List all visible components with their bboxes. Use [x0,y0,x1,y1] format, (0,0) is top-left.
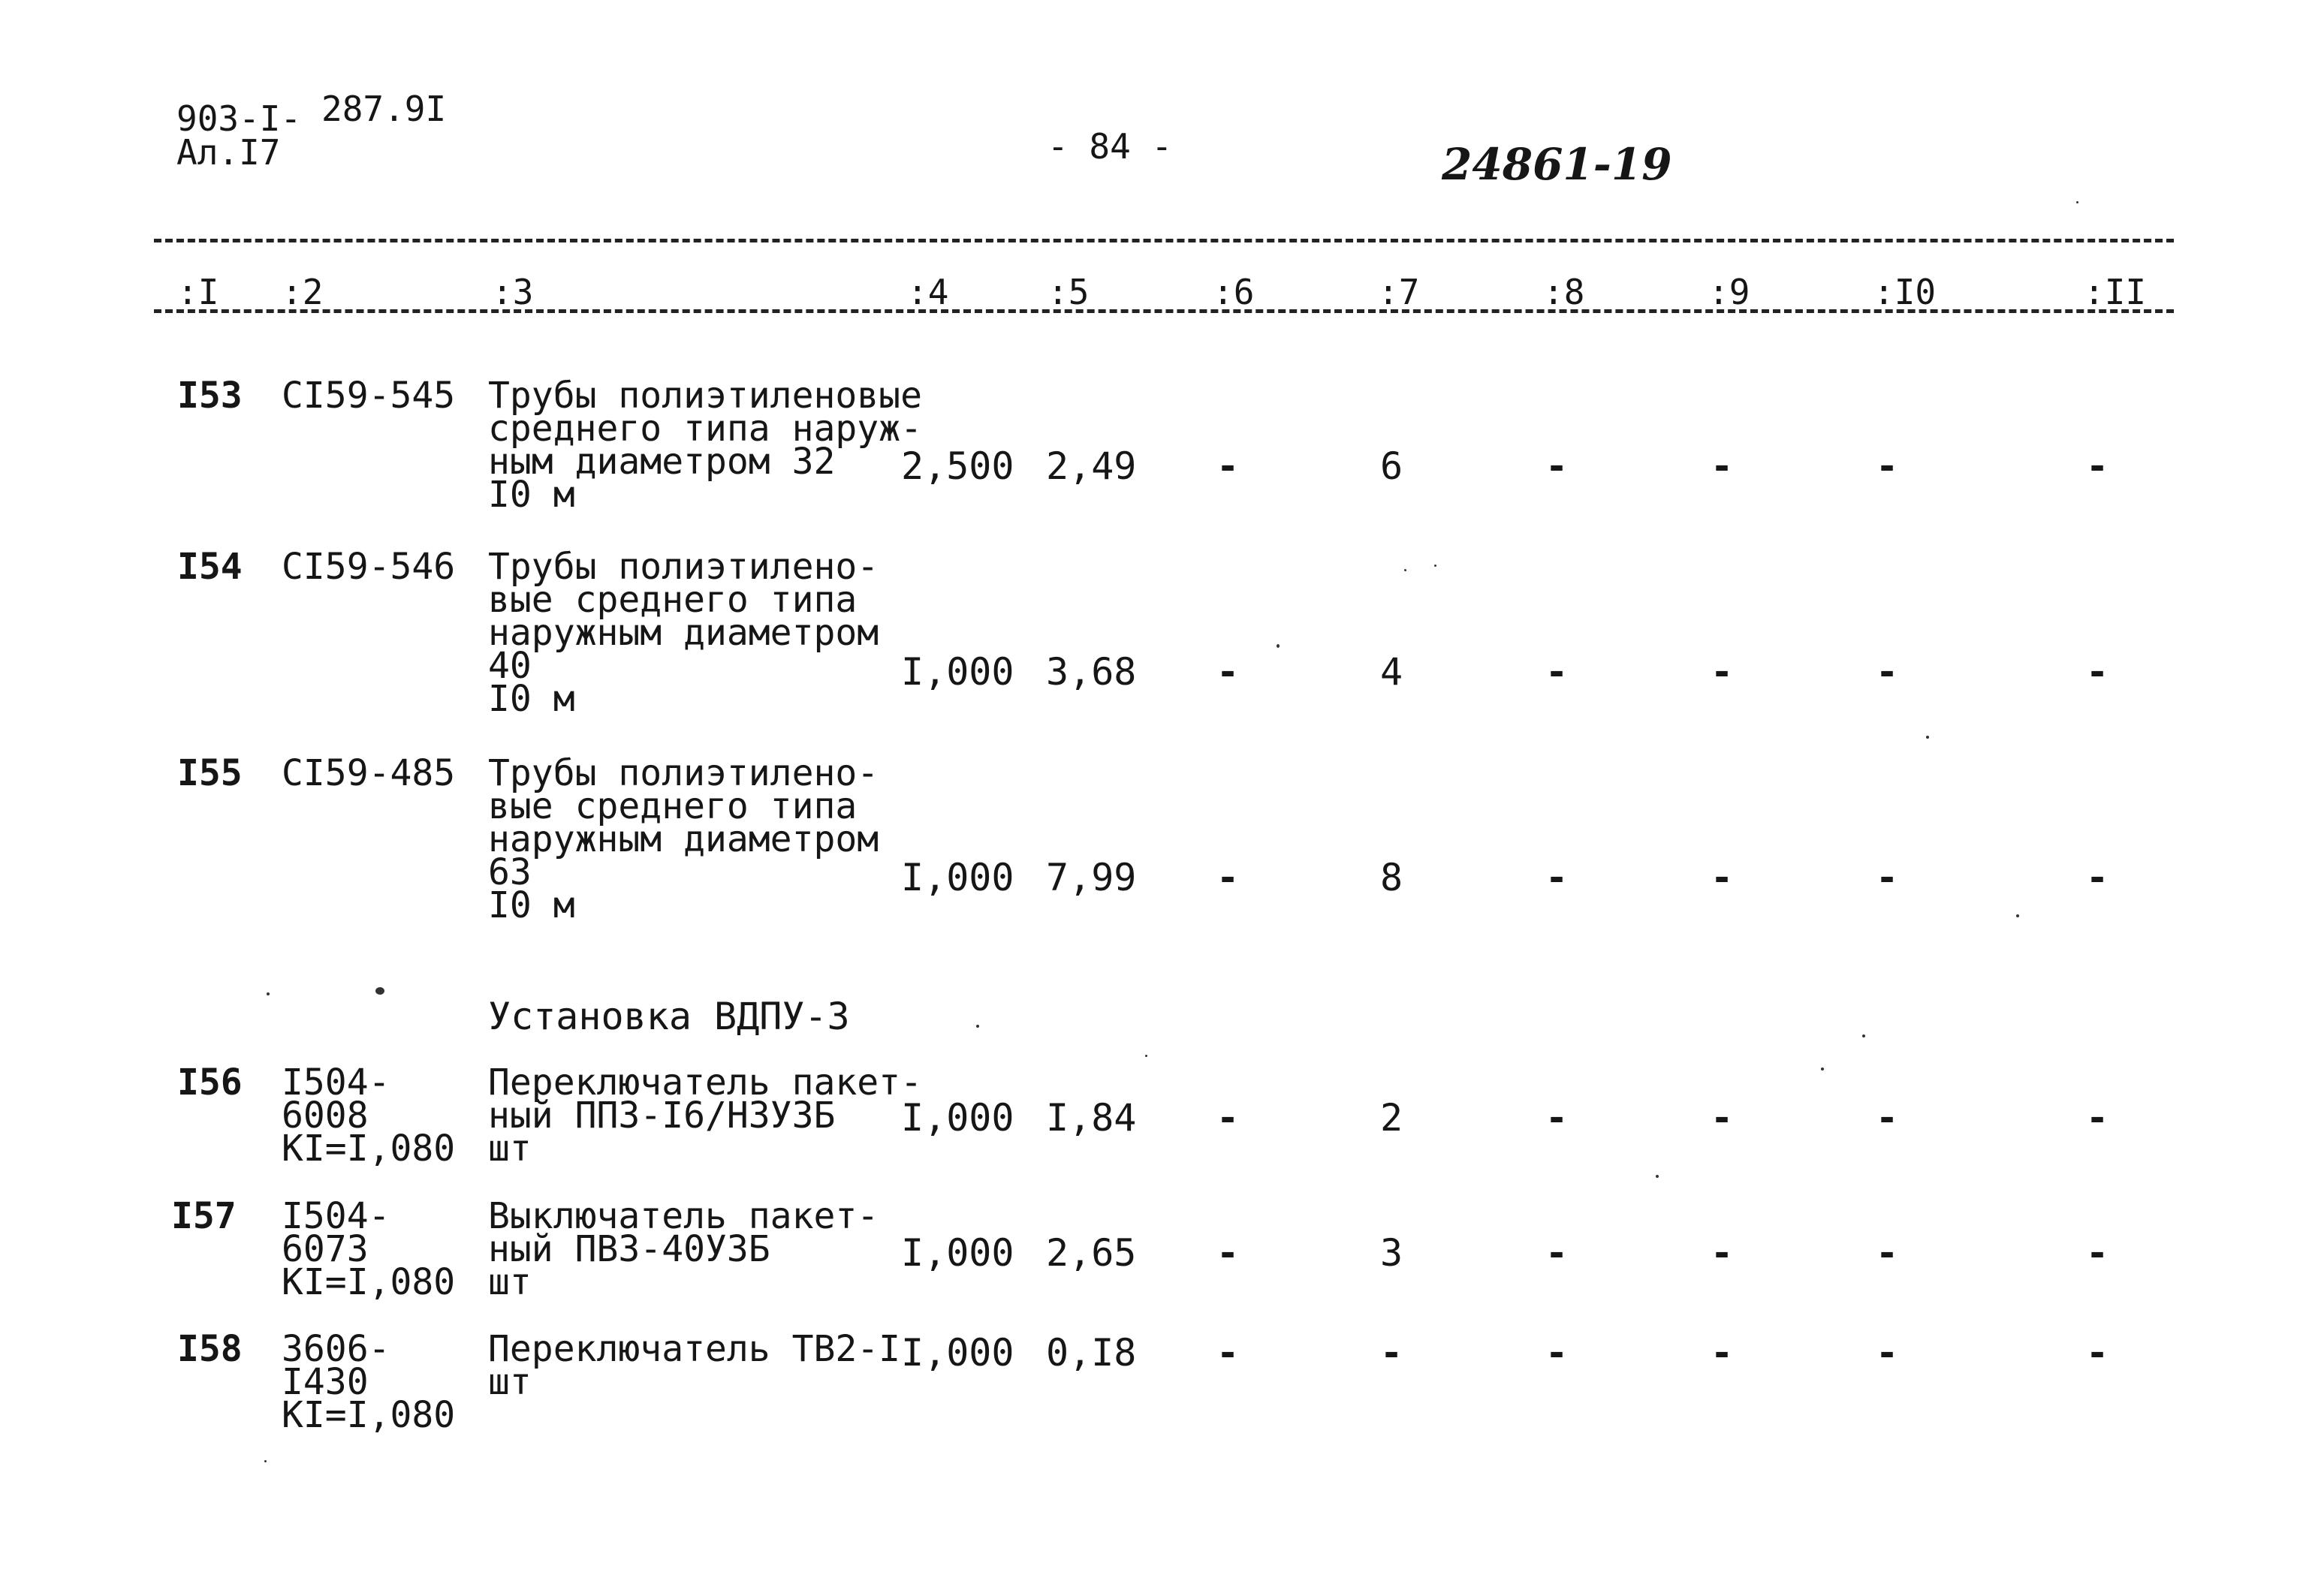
row-col11: - [2086,1096,2109,1140]
row-col10: - [1876,1096,1899,1140]
row-price: 2,65 [1046,1231,1137,1275]
row-col6: - [1216,650,1240,694]
scan-speck [1656,1175,1659,1178]
handwritten-inventory-number: 24861-19 [1442,139,1672,190]
row-col9: - [1711,856,1734,899]
section-heading: Установка ВДПУ-3 [488,995,850,1038]
row-price: 0,I8 [1046,1331,1137,1375]
scan-speck [1277,644,1280,648]
page-number: - 84 - [1047,126,1173,167]
scan-speck [1926,736,1929,739]
row-price: 2,49 [1046,444,1137,488]
header-top-rule [154,239,2174,242]
row-col10: - [1876,1331,1899,1375]
row-col7: - [1380,1331,1403,1375]
row-description: Трубы полиэтиленовые среднего типа наруж- ным диаметром 32 I0 м [488,375,922,516]
row-description: Трубы полиэтилено- вые среднего типа наружным диаметром 40 I0 м [488,546,879,720]
row-col10: - [1876,444,1899,488]
scan-speck [1145,1055,1147,1057]
row-description: Переключатель ТВ2-I шт [488,1328,901,1403]
row-col6: - [1216,856,1240,899]
album-label: Ал.I7 [176,132,281,173]
row-quantity: I,000 [901,1231,1014,1275]
row-col10: - [1876,650,1899,694]
row-col7: 8 [1380,856,1403,899]
row-col7: 4 [1380,650,1403,694]
row-code: I504- 6008 KI=I,080 [282,1061,456,1170]
row-col6: - [1216,444,1240,488]
row-quantity: I,000 [901,1331,1014,1375]
row-code: CI59-545 [282,375,456,417]
row-col8: - [1545,1231,1569,1275]
scan-speck [976,1025,979,1028]
row-code: 3606- I430 KI=I,080 [282,1328,456,1436]
scan-speck [1404,569,1406,571]
row-col10: - [1876,856,1899,899]
row-col8: - [1545,856,1569,899]
row-col11: - [2086,856,2109,899]
scan-speck [264,1460,267,1462]
row-quantity: I,000 [901,856,1014,899]
row-col11: - [2086,1231,2109,1275]
row-code: CI59-485 [282,752,456,794]
row-number: I55 [177,752,243,794]
row-col9: - [1711,1331,1734,1375]
document-code: 903-I- [176,98,302,139]
row-col7: 2 [1380,1096,1403,1140]
column-number: :9 [1708,272,1750,312]
row-code: CI59-546 [282,546,456,588]
row-col8: - [1545,650,1569,694]
row-col7: 6 [1380,444,1403,488]
row-description: Трубы полиэтилено- вые среднего типа наружным диаметром 63 I0 м [488,752,879,926]
row-col9: - [1711,1231,1734,1275]
header-bottom-rule [154,309,2174,313]
document-number: 287.9I [321,89,447,129]
row-description: Выключатель пакет- ный ПВЗ-40УЗБ шт [488,1195,879,1303]
row-col7: 3 [1380,1231,1403,1275]
row-number: I53 [177,375,243,417]
row-col10: - [1876,1231,1899,1275]
column-number: :II [2084,272,2147,312]
row-col9: - [1711,444,1734,488]
row-quantity: I,000 [901,1096,1014,1140]
scan-speck [267,992,270,995]
row-quantity: I,000 [901,650,1014,694]
scan-speck [2016,914,2019,917]
row-number: I56 [177,1061,243,1104]
row-number: I57 [171,1195,237,1237]
scan-speck [2076,201,2078,203]
row-col8: - [1545,1331,1569,1375]
row-code: I504- 6073 KI=I,080 [282,1195,456,1303]
row-col6: - [1216,1231,1240,1275]
row-number: I54 [177,546,243,588]
row-col6: - [1216,1331,1240,1375]
row-price: 7,99 [1046,856,1137,899]
scan-speck [1862,1034,1865,1037]
column-number: :6 [1213,272,1255,312]
column-number: :3 [492,272,534,312]
column-number: :4 [907,272,949,312]
scan-speck [1821,1068,1824,1071]
row-description: Переключатель пакет- ный ППЗ-I6/НЗУЗБ шт [488,1061,922,1170]
row-number: I58 [177,1328,243,1370]
column-number: :7 [1378,272,1420,312]
scan-speck [1434,565,1436,567]
row-col6: - [1216,1096,1240,1140]
row-quantity: 2,500 [901,444,1014,488]
column-number: :8 [1543,272,1585,312]
row-col8: - [1545,1096,1569,1140]
row-col9: - [1711,650,1734,694]
row-price: I,84 [1046,1096,1137,1140]
row-col11: - [2086,650,2109,694]
column-number: :2 [282,272,324,312]
scan-speck [375,987,384,995]
row-col9: - [1711,1096,1734,1140]
row-col11: - [2086,1331,2109,1375]
column-number: :I [177,272,219,312]
row-col8: - [1545,444,1569,488]
row-price: 3,68 [1046,650,1137,694]
row-col11: - [2086,444,2109,488]
column-number: :I0 [1873,272,1937,312]
column-number: :5 [1047,272,1090,312]
